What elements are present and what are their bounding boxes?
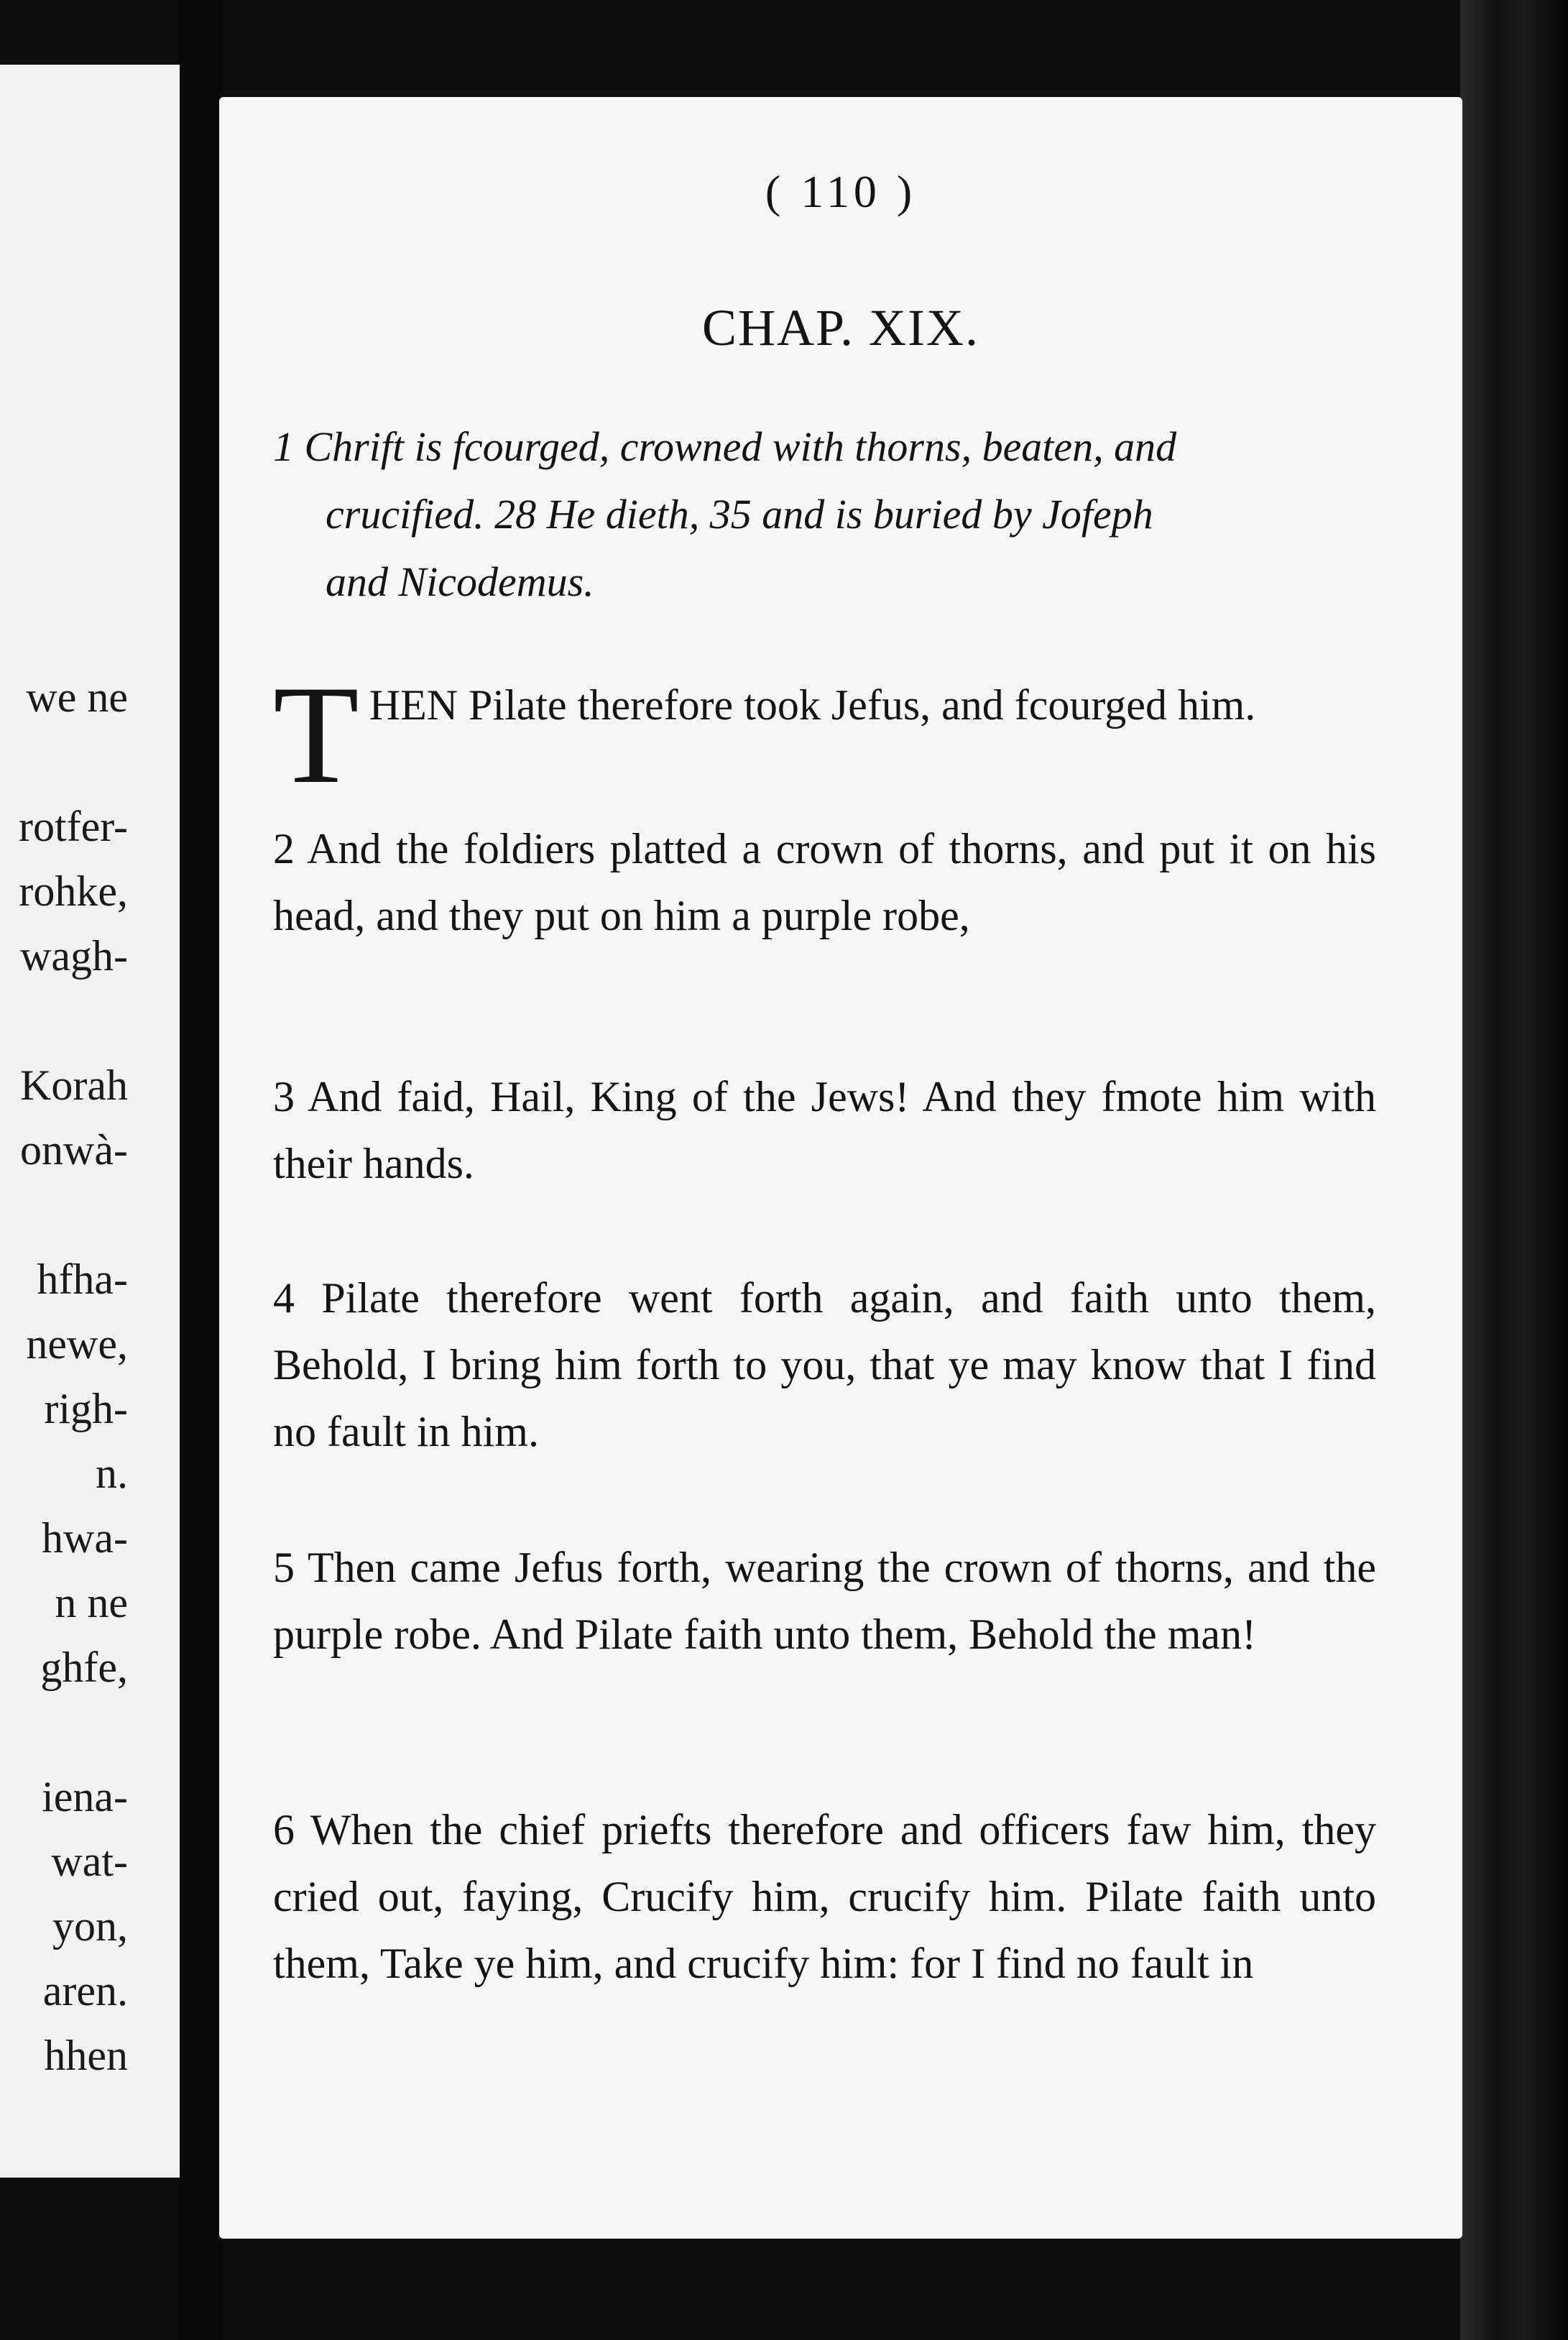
left-page-line: n ne xyxy=(55,1579,128,1626)
verse-2: 2 And the foldiers platted a crown of thorns, and put it on his head, and they put on him a purple robe, xyxy=(273,825,1376,939)
left-page xyxy=(0,65,180,2178)
drop-cap: T xyxy=(273,657,359,813)
left-page-line: aren. xyxy=(42,1967,128,2014)
left-page-line: we ne xyxy=(26,673,128,721)
left-page-line: rotfer- xyxy=(18,803,128,850)
left-page-line: n. xyxy=(96,1450,128,1497)
left-page-line: hwa- xyxy=(42,1514,128,1562)
left-page-line: Korah xyxy=(20,1061,128,1109)
chapter-title: CHAP. XIX. xyxy=(701,299,980,356)
book-gutter xyxy=(180,0,223,2340)
left-page-line: newe, xyxy=(26,1320,128,1368)
left-page-line: ghfe, xyxy=(40,1644,128,1691)
right-page xyxy=(219,97,1462,2239)
left-page-line: hfha- xyxy=(37,1256,128,1303)
verse-5: 5 Then came Jefus forth, wearing the crown of thorns, and the purple robe. And Pilate faith unto them, Behold the man! xyxy=(273,1544,1376,1658)
page-number: ( 110 ) xyxy=(765,166,917,217)
left-page-line: onwà- xyxy=(20,1126,128,1174)
left-page-line: wagh- xyxy=(20,932,128,980)
verse-3: 3 And faid, Hail, King of the Jews! And they fmote him with their hands. xyxy=(273,1073,1376,1187)
verse-6: 6 When the chief priefts therefore and officers faw him, they cried out, faying, Crucify him, crucify him. Pilate faith unto them, Take ye him, and crucify him: for I find no fault in xyxy=(273,1806,1376,1987)
verse-text: HEN Pilate therefore took Jefus, and fcourged him. xyxy=(369,681,1256,729)
summary-line: 1 Chrift is fcourged, crowned with thorns, beaten, and xyxy=(273,423,1177,470)
left-page-line: righ- xyxy=(44,1385,128,1432)
page-edge xyxy=(1460,0,1568,2340)
left-page-line: yon, xyxy=(52,1902,128,1950)
left-page-line: rohke, xyxy=(19,867,128,915)
chapter-summary xyxy=(273,413,1380,616)
verse-4: 4 Pilate therefore went forth again, and faith unto them, Behold, I bring him forth to you, that ye may know that I find no fault in him. xyxy=(273,1274,1376,1455)
summary-line: and Nicodemus. xyxy=(326,558,594,605)
left-page-line: iena- xyxy=(42,1773,128,1820)
summary-line: crucified. 28 He dieth, 35 and is buried by Jofeph xyxy=(326,491,1153,538)
left-page-line: wat- xyxy=(51,1838,128,1885)
left-page-line: hhen xyxy=(44,2032,128,2079)
verse-1 xyxy=(273,657,1376,813)
